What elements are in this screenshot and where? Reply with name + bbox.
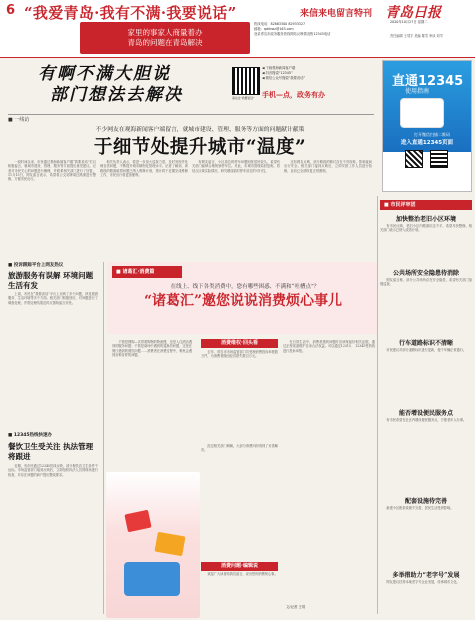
right-item-body xyxy=(380,418,472,490)
box-body-editor xyxy=(201,572,278,614)
section-kicker: ■ 一线访 xyxy=(8,117,30,123)
right-item-body xyxy=(380,580,472,616)
right-item-body xyxy=(380,278,472,332)
main-text-2: 相关负责人表示，将进一步加大巡查力度，及时发现并处理各类问题，不断提升城市精细化管理水平。记者了解到，该路段的路面破损问题已纳入维修计划，预计将于近期完成维修工作，市民出行将更加便利。 xyxy=(100,160,188,177)
hotline-line-1: 家里的事家人商量着办 xyxy=(127,28,203,37)
left-article-body-1 xyxy=(8,292,98,416)
calligraphy-line-1: 有啊不满大胆说 xyxy=(38,64,171,84)
left-article-title-2: 餐饮卫生受关注 执法管理将跟进 xyxy=(8,442,94,461)
phone-shopping-icon xyxy=(124,562,180,596)
qr-caption-2: ◀ 抖音搜索“12345” xyxy=(262,71,293,75)
main-text-4: 还有网友反映，部分路段的路灯存在不亮现象，影响夜间出行安全。相关部门接到反映后，立即安排工作人员进行检修，目前已全部恢复正常照明。 xyxy=(284,160,372,173)
banner-subtitle: 来信来电留言特刊 xyxy=(300,9,373,19)
qr-label: 请关注“我要说话” xyxy=(232,96,255,100)
ad-qr-code-icon[interactable] xyxy=(405,150,423,168)
right-item-text: 网友留言称，部分公共场所存在安全隐患，希望有关部门加强巡查。 xyxy=(380,278,472,287)
banner-title: “我爱青岛·我有不满·我要说话” xyxy=(24,4,237,22)
right-item-title: 加快整治老旧小区环境 xyxy=(395,216,456,223)
right-item-title: 配套设施待完善 xyxy=(404,498,447,505)
ad-step: 打开微信扫描二维码 xyxy=(414,132,450,137)
right-item-text: 新建小区配套设施不完善，居民生活受到影响。 xyxy=(386,506,454,510)
main-text-1: 一段时间以来，市民通过观海新闻客户端“我要说话”栏目积极留言，就城市建设、管理、服务等方面提出意见建议。记者对市民关心的问题进行梳理，并联系相关部门进行了回复。11月15日，网友留言表示，希望将公交站牌周边路面进行整修，方便市民出行。 xyxy=(8,160,96,182)
right-item-text: 网友建议扶持本地老字号企业发展，传承城市文化。 xyxy=(386,580,460,584)
hotline-box xyxy=(80,22,250,54)
main-article xyxy=(8,160,374,262)
box-text-review: 去年，青岛市市场监管部门共受理消费投诉举报数万件，为消费者挽回经济损失数百万元。 xyxy=(201,350,278,359)
calligraphy-line-2: 部门想法去解决 xyxy=(50,85,183,105)
dateline: 2020年10月27日 星期二 xyxy=(390,20,428,24)
calligraphy-slogan xyxy=(38,64,258,106)
ad-qr-code-icon-2[interactable] xyxy=(430,150,448,168)
qr-caption-1: ◀ 下载观海新闻客户端 xyxy=(262,66,296,70)
right-item-text: 市民建议对部分道路标识进行更新，便于车辆正常通行。 xyxy=(386,348,467,352)
right-item-title: 能否增设便民服务点 xyxy=(398,410,453,417)
qr-code-icon[interactable] xyxy=(232,67,260,95)
right-item-title: 多举措助力“老字号”发展 xyxy=(392,572,460,579)
left-text-2: 近期，有市民通过12345热线反映，部分餐饮店卫生条件不达标。市场监管部门接到反映后，立即组织执法人员到现场进行检查，对存在问题的商户提出整改要求。 xyxy=(8,464,98,477)
headline-subhead: 不少网友在观海新闻客户端留言，就城市建设、管理、服务等方面的问题献计献策 xyxy=(95,127,305,133)
right-item-body xyxy=(380,348,472,402)
contact-web: 登录青岛市政务服务热线网站反映情况拨12345电话 xyxy=(254,32,331,36)
ad-title: 直通12345 xyxy=(392,74,464,89)
ad-subtitle: 使用指南 xyxy=(405,88,430,95)
mobile-slogan: 手机—点，政务有办 xyxy=(262,90,325,99)
consumer-text-1: 不管是网购—次带着购物的物流慢，还是入住酒店遇到的服务问题；不管是商场中遇到的退换货问题，还是在餐厅遇到的餐饮问题……消费者在消费过程中，难免会遇到各种各样的问题。 xyxy=(112,340,192,357)
ad-action: 进入直通12345页面 xyxy=(400,140,454,146)
right-section-ribbon: ■ 市民评审团 xyxy=(380,200,472,210)
box-text-editor: 欢迎广大读者给我们留言，说出您的消费烦心事。 xyxy=(207,572,278,576)
package-icon xyxy=(154,532,185,557)
column-rule xyxy=(103,262,104,614)
contact-block xyxy=(254,22,394,37)
main-article-col-3 xyxy=(192,160,280,260)
editor-credits: 责任编辑 王靖宇 美编 陈雪 审读 刘岑 xyxy=(390,34,443,38)
main-headline: 于细节处提升城市“温度” xyxy=(93,137,307,158)
consumer-feature-subhead: 在线上、线下各类消费中，您有哪些困惑、不满和“吐槽点”？ xyxy=(170,284,320,290)
qr-caption-3: ◀ 微信公众号搜索“我要说话” xyxy=(262,76,306,80)
column-rule xyxy=(377,196,378,614)
qr-caption xyxy=(262,66,352,81)
main-article-col-1 xyxy=(8,160,96,260)
box-title-review: 消费维权·回头看 xyxy=(201,339,278,348)
byline: 文/记者 王靖 xyxy=(286,605,306,609)
right-item-text: 有市民希望在社区内增设便民服务点，方便老年人办事。 xyxy=(386,418,467,422)
section-divider xyxy=(8,114,374,115)
left-section-header-1: ■ 投诉跟踪平台上网友热议 xyxy=(8,263,64,268)
contact-phone: 热线电话：82863300 82933327 xyxy=(254,22,306,26)
left-text-1: 上周，市民在“我要说话”平台上反映了多个问题，涉及旅游服务、生活环境等多个方面。相关部门积极回应，对问题进行了调查处理，并将处理结果及时反馈给留言市民。 xyxy=(8,292,98,305)
box-body-review xyxy=(201,350,278,440)
box-title-editor: 消费问题·编辑说 xyxy=(201,562,278,571)
consumer-feature-tag: ■ 诸葛汇·消费篇 xyxy=(112,266,182,278)
consumer-col-3 xyxy=(283,340,375,612)
right-item-title: 行车道路标识不清晰 xyxy=(398,340,453,347)
main-text-3: 有网友留言，小区周边的停车问题困扰居民较久，希望有关部门能够合理规划停车位。对此，市城市管理局回复称，将结合区域实际情况，研究增设临时停车泊位的可行性。 xyxy=(192,160,280,173)
left-article-title-1: 旅游服务有误解 环境问题生活有发 xyxy=(8,271,94,290)
contact-email: 邮箱：qdrbwz@163.com xyxy=(254,27,294,31)
hotline-line-2: 青岛的问题在青岛解决 xyxy=(127,38,203,47)
main-article-col-2 xyxy=(100,160,188,260)
right-item-title: 公共场所安全隐患待消除 xyxy=(392,270,459,277)
page-number: 6 xyxy=(6,3,16,18)
right-item-text: 有市民反映，老旧小区内路面坑洼不平，希望尽快整修。相关部门表示已纳入改造计划。 xyxy=(380,224,472,233)
right-item-body xyxy=(380,506,472,564)
consumer-feature-title: “诸葛汇”邀您说说消费烦心事儿 xyxy=(143,293,343,309)
newspaper-logo: 青岛日报 xyxy=(385,5,441,21)
main-article-col-4 xyxy=(284,160,372,260)
phone-icon xyxy=(400,98,444,128)
shopping-illustration xyxy=(106,472,200,618)
right-item-body xyxy=(380,224,472,262)
consumer-text-3: 在日常生活中，消费者遇到问题时应该保留好相关证据，通过正规渠道维护自身合法权益。可以通过12315、 12345等热线进行投诉举报。 xyxy=(283,340,375,353)
left-article-body-2 xyxy=(8,464,98,614)
left-section-header-2: ■ 12345热线快速办 xyxy=(8,433,52,438)
consumer-col-2 xyxy=(201,444,278,564)
envelope-icon xyxy=(124,510,151,533)
consumer-text-2: 经过相关部门调解，大部分消费纠纷得到了妥善解决。 xyxy=(201,444,278,453)
